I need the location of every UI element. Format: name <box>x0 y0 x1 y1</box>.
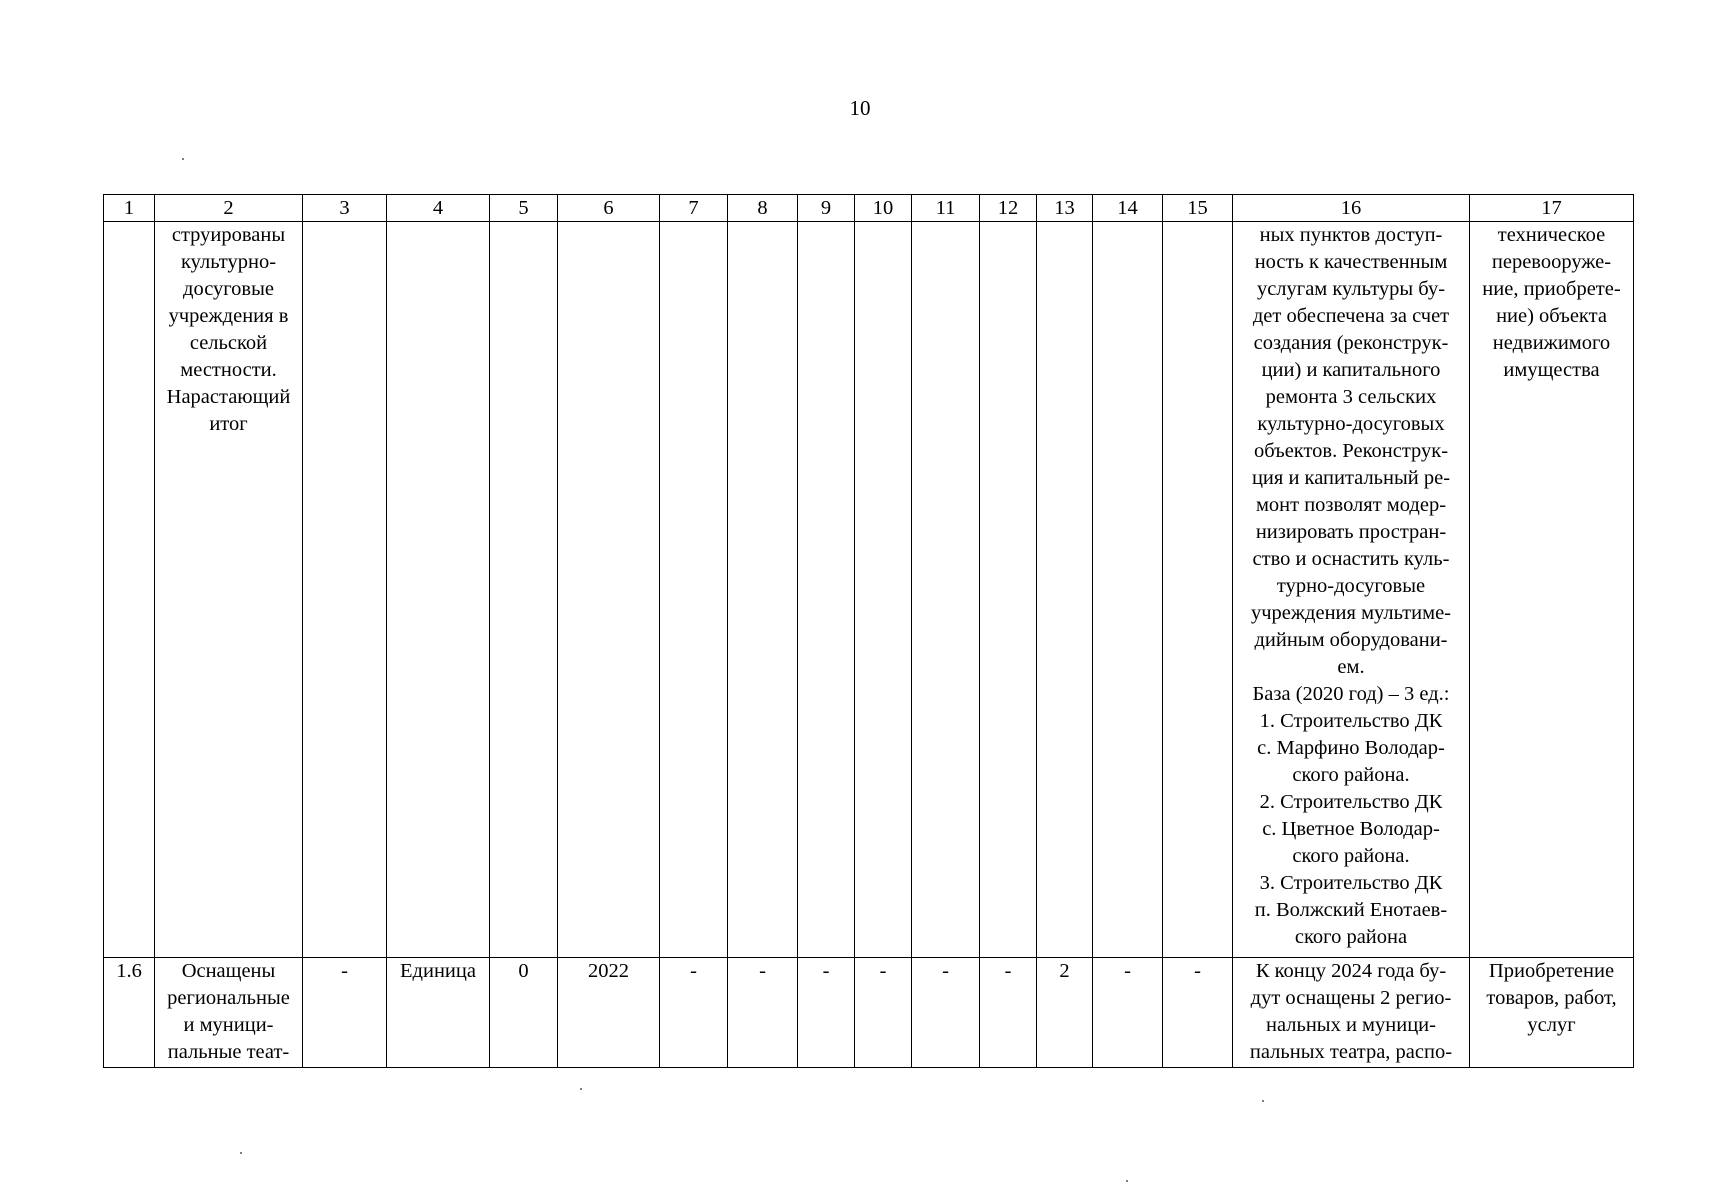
column-number: 12 <box>980 195 1037 222</box>
column-number: 10 <box>855 195 912 222</box>
column-number: 4 <box>387 195 490 222</box>
column-number: 8 <box>728 195 798 222</box>
scan-speck <box>1126 1180 1128 1182</box>
scan-speck <box>182 158 184 160</box>
base-value-cell: 0 <box>490 958 558 1068</box>
cell: - <box>1163 958 1233 1068</box>
description-cell: ных пунктов доступ- ность к качественным услугам культуры бу- дет обеспечена за счет создания (реконструк- ции) и капитального ремонта 3 сельских культурно-досуговых объектов. Реконструк- ция и капитальный ре- монт позволят модер- низировать простран- ство и оснастить куль- турно-досуговые учреждения мультиме- дийным оборудовани- ем. База (2020 год) – 3 ед.: 1. Строительство ДК с. Марфино Володар- ского района. 2. Строительство ДК с. Цветное Володар- ского района. 3. Строительство ДК п. Волжский Енотаев- ского района <box>1233 222 1470 958</box>
indicator-name-cell: Оснащены региональные и муници- пальные теат- <box>155 958 303 1068</box>
cell-number: 1.6 <box>104 958 155 1068</box>
cell <box>1037 222 1093 958</box>
column-number: 6 <box>558 195 660 222</box>
cell <box>798 222 855 958</box>
cell <box>660 222 728 958</box>
cell <box>1093 222 1163 958</box>
cell <box>980 222 1037 958</box>
cell <box>728 222 798 958</box>
cell: - <box>912 958 980 1068</box>
column-number: 3 <box>303 195 387 222</box>
cell: 2 <box>1037 958 1093 1068</box>
cell-number <box>104 222 155 958</box>
cell: - <box>303 958 387 1068</box>
column-number: 1 <box>104 195 155 222</box>
column-number: 15 <box>1163 195 1233 222</box>
cell <box>1163 222 1233 958</box>
description-cell: К концу 2024 года бу- дут оснащены 2 регио- нальных и муници- пальных театра, распо- <box>1233 958 1470 1068</box>
cell: - <box>660 958 728 1068</box>
column-number: 2 <box>155 195 303 222</box>
cell: - <box>728 958 798 1068</box>
cell <box>387 222 490 958</box>
cell <box>558 222 660 958</box>
cell <box>490 222 558 958</box>
column-number-row <box>104 195 1634 222</box>
indicator-name-cell: струированы культурно- досуговые учреждения в сельской местности. Нарастающий итог <box>155 222 303 958</box>
cell <box>912 222 980 958</box>
cell: - <box>798 958 855 1068</box>
type-cell: Приобретение товаров, работ, услуг <box>1470 958 1634 1068</box>
cell <box>303 222 387 958</box>
column-number: 9 <box>798 195 855 222</box>
column-number: 14 <box>1093 195 1163 222</box>
column-number: 5 <box>490 195 558 222</box>
table-row-1-6 <box>104 958 1634 1068</box>
scan-speck <box>580 1088 582 1090</box>
column-number: 17 <box>1470 195 1634 222</box>
scan-speck <box>240 1152 242 1154</box>
scan-speck <box>1262 1100 1264 1102</box>
type-cell: техническое перевооруже- ние, приобрете- ние) объекта недвижимого имущества <box>1470 222 1634 958</box>
cell: - <box>1093 958 1163 1068</box>
table-row-continuation <box>104 222 1634 958</box>
cell <box>855 222 912 958</box>
indicator-table <box>103 194 1634 1068</box>
cell: - <box>980 958 1037 1068</box>
unit-cell: Единица <box>387 958 490 1068</box>
year-cell: 2022 <box>558 958 660 1068</box>
column-number: 7 <box>660 195 728 222</box>
column-number: 16 <box>1233 195 1470 222</box>
column-number: 13 <box>1037 195 1093 222</box>
cell: - <box>855 958 912 1068</box>
column-number: 11 <box>912 195 980 222</box>
page-number: 10 <box>849 96 871 120</box>
